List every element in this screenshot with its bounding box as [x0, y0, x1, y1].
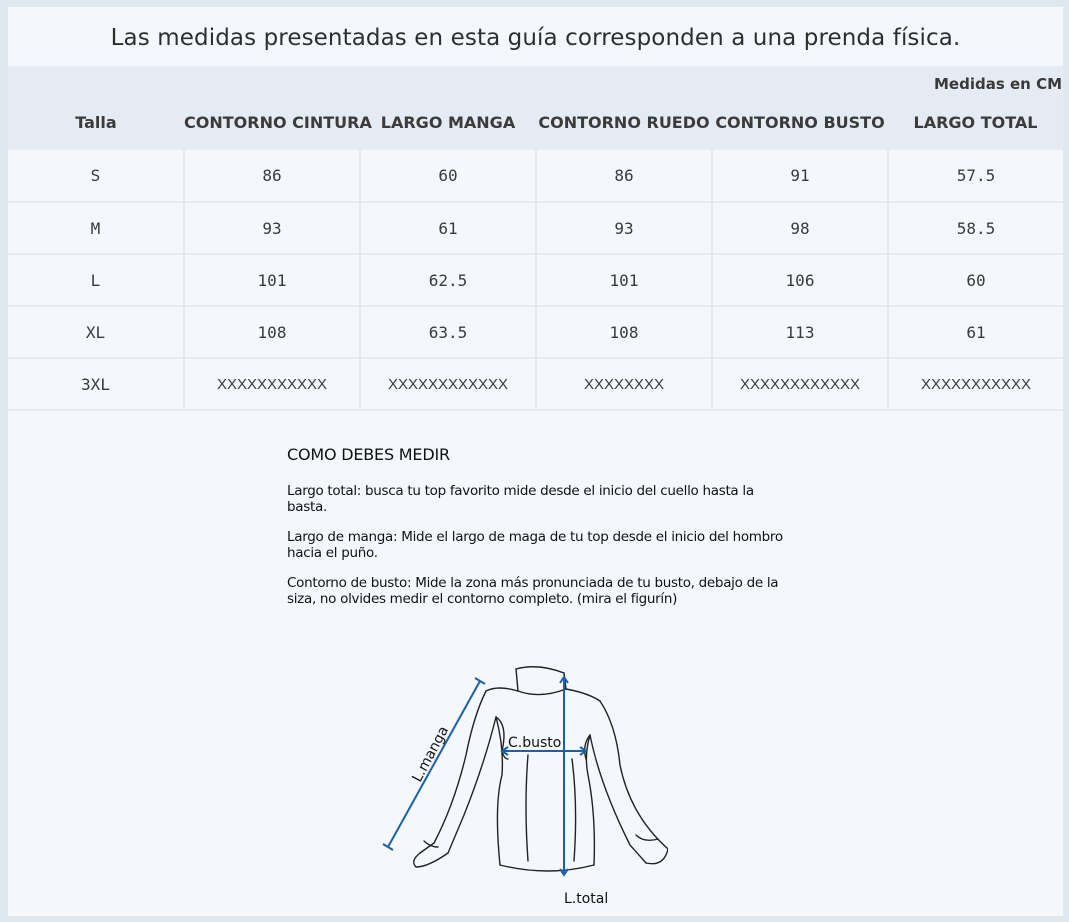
guide-paragraph-total: Largo total: busca tu top favorito mide desde el inicio del cuello hasta la basta. [287, 483, 754, 515]
table-cell: 57.5 [888, 150, 1063, 202]
table-cell: S [8, 150, 184, 202]
table-row [8, 254, 1063, 306]
table-cell: 101 [536, 254, 712, 306]
garment-figure [368, 655, 668, 915]
size-guide-panel [7, 6, 1064, 917]
table-cell: XXXXXXXXXXXX [712, 358, 888, 410]
table-row [8, 202, 1063, 254]
table-cell: 108 [536, 306, 712, 358]
table-cell: 61 [888, 306, 1063, 358]
measuring-guide [287, 445, 787, 621]
table-header-row [8, 66, 1063, 150]
sleeve-label: L.manga [409, 723, 453, 785]
total-label: L.total [564, 891, 609, 907]
table-cell: 62.5 [360, 254, 536, 306]
top-outline-icon [414, 667, 668, 871]
table-row [8, 358, 1063, 410]
table-cell: 93 [184, 202, 360, 254]
table-cell: XL [8, 306, 184, 358]
column-header: LARGO TOTAL [913, 113, 1038, 132]
table-row [8, 306, 1063, 358]
table-cell: L [8, 254, 184, 306]
table-row [8, 150, 1063, 202]
table-cell: 108 [184, 306, 360, 358]
table-cell: 58.5 [888, 202, 1063, 254]
table-cell: 106 [712, 254, 888, 306]
table-cell: 60 [888, 254, 1063, 306]
table-cell: XXXXXXXXXXX [184, 358, 360, 410]
column-header: CONTORNO BUSTO [715, 113, 885, 132]
guide-paragraph-bust: Contorno de busto: Mide la zona más pronunciada de tu busto, debajo de la siza, no olvides medir el contorno completo. (mira el figurín) [287, 575, 779, 607]
table-cell: XXXXXXXX [536, 358, 712, 410]
table-cell: 63.5 [360, 306, 536, 358]
table-cell: 86 [536, 150, 712, 202]
table-cell: 101 [184, 254, 360, 306]
column-header: LARGO MANGA [380, 113, 516, 132]
table-cell: 86 [184, 150, 360, 202]
table-cell: M [8, 202, 184, 254]
guide-paragraph-sleeve: Largo de manga: Mide el largo de maga de tu top desde el inicio del hombro hacia el puño. [287, 529, 783, 561]
table-cell: 3XL [8, 358, 184, 410]
table-cell: 113 [712, 306, 888, 358]
column-header: Talla [75, 113, 117, 132]
table-cell: XXXXXXXXXXX [888, 358, 1063, 410]
table-cell: 93 [536, 202, 712, 254]
table-cell: 98 [712, 202, 888, 254]
bust-label: C.busto [508, 735, 562, 751]
table-cell: XXXXXXXXXXXX [360, 358, 536, 410]
units-label: Medidas en CM [934, 75, 1062, 93]
table-cell: 60 [360, 150, 536, 202]
guide-title: COMO DEBES MEDIR [287, 445, 450, 464]
column-header: CONTORNO CINTURA [184, 113, 372, 132]
size-table [8, 66, 1063, 411]
table-cell: 61 [360, 202, 536, 254]
column-header: CONTORNO RUEDO [538, 113, 710, 132]
page-title: Las medidas presentadas en esta guía corresponden a una prenda física. [110, 25, 961, 51]
table-cell: 91 [712, 150, 888, 202]
